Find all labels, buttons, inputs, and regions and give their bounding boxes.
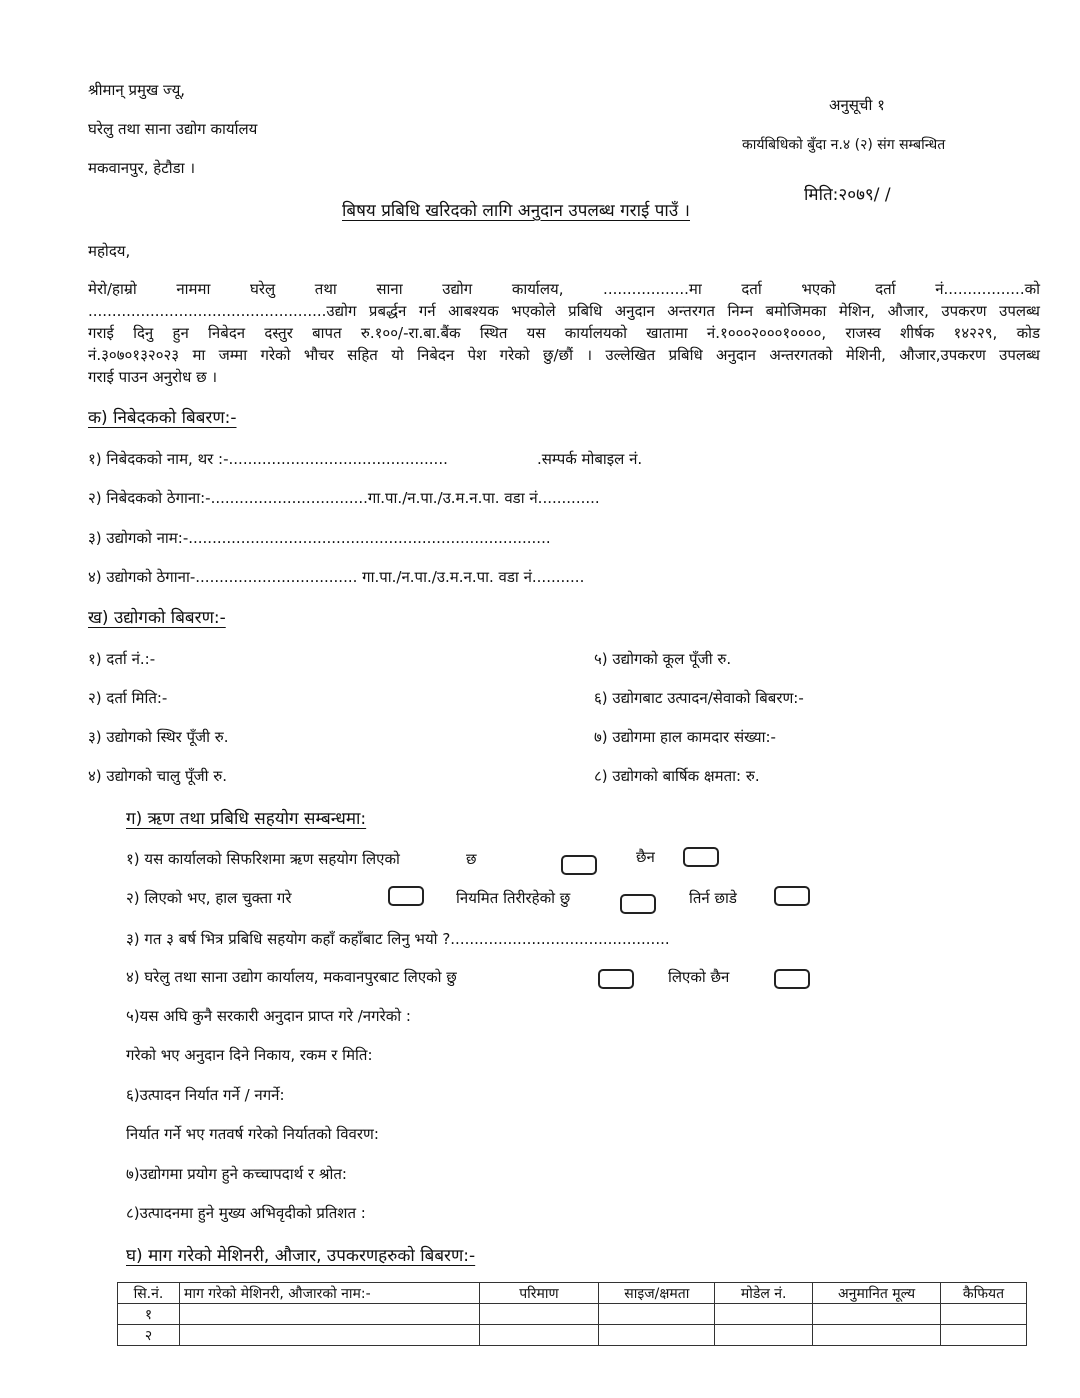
loan-yes-label: छ	[466, 850, 477, 868]
value-added-question: ८)उत्पादनमा हुने मुख्य अभिवृदीको प्रतिशत :	[126, 1204, 366, 1222]
table-cell[interactable]	[599, 1325, 715, 1346]
raw-material-question: ७)उद्योगमा प्रयोग हुने कच्चापदार्थ र श्रोत:	[126, 1165, 347, 1183]
table-header-row	[118, 1283, 1027, 1304]
body-line-5: गराई पाउन अनुरोध छ ।	[88, 368, 218, 386]
annex-label: अनुसूची १	[829, 96, 885, 114]
table-cell[interactable]	[715, 1325, 813, 1346]
registration-number: १) दर्ता नं.:-	[88, 650, 156, 668]
registration-date: २) दर्ता मिति:-	[88, 689, 168, 707]
office-support-yes-checkbox[interactable]	[598, 969, 634, 989]
applicant-name-field: १) निबेदकको नाम, थर :-..............................................	[88, 450, 448, 468]
col-quantity: परिमाण	[479, 1283, 599, 1304]
repaid-checkbox[interactable]	[388, 886, 424, 906]
working-capital: ४) उद्योगको चालु पूँजी रु.	[88, 767, 227, 785]
industry-address-field: ४) उद्योगको ठेगाना-.................................. गा.पा./न.पा./उ.म.न.पा. वडा नं...........	[88, 568, 585, 586]
row-serial: १	[118, 1304, 180, 1325]
addressee-line-2: घरेलु तथा साना उद्योग कार्यालय	[88, 120, 258, 138]
body-line-2: ..................................................उद्योग प्रबर्द्धन गर्न आबश्यक भएकोले प्रबिधि अनुदान अन्तरगत निम्न बमोजिमका मेशिन, औजार, उपकरण उपलब्ध	[88, 302, 1040, 320]
addressee-line-1: श्रीमान् प्रमुख ज्यू,	[88, 81, 186, 99]
row-serial: २	[118, 1325, 180, 1346]
total-capital: ५) उद्योगको कूल पूँजी रु.	[594, 650, 732, 668]
section-ga-title: ग) ऋण तथा प्रबिधि सहयोग सम्बन्धमा:	[126, 809, 367, 829]
table-cell[interactable]	[479, 1325, 599, 1346]
annual-capacity: ८) उद्योगको बार्षिक क्षमता: रु.	[594, 767, 760, 785]
col-model-number: मोडेल नं.	[715, 1283, 813, 1304]
table-cell[interactable]	[179, 1325, 479, 1346]
applicant-address-field: २) निबेदकको ठेगाना:-.................................गा.पा./न.पा./उ.म.न.पा. वडा नं.............	[88, 489, 600, 507]
loan-no-checkbox[interactable]	[683, 847, 719, 867]
col-estimated-price: अनुमानित मूल्य	[813, 1283, 941, 1304]
table-cell[interactable]	[813, 1304, 941, 1325]
export-details: निर्यात गर्ने भए गतवर्ष गरेको निर्यातको विवरण:	[126, 1125, 379, 1143]
table-cell[interactable]	[941, 1325, 1027, 1346]
production-details: ६) उद्योगबाट उत्पादन/सेवाको बिबरण:-	[594, 689, 804, 707]
office-support-no-checkbox[interactable]	[774, 969, 810, 989]
col-remarks: कैफियत	[941, 1283, 1027, 1304]
table-cell[interactable]	[599, 1304, 715, 1325]
subject-line: बिषय प्रबिधि खरिदको लागि अनुदान उपलब्ध गराई पाउँ ।	[342, 201, 690, 221]
machinery-table	[117, 1282, 1027, 1346]
loan-yes-checkbox[interactable]	[561, 855, 597, 875]
export-question: ६)उत्पादन निर्यात गर्ने / नगर्ने:	[126, 1086, 285, 1104]
addressee-line-3: मकवानपुर, हेटौडा ।	[88, 159, 196, 177]
worker-count: ७) उद्योगमा हाल कामदार संख्या:-	[594, 728, 776, 746]
office-support-no-label: लिएको छैन	[668, 968, 730, 986]
table-cell[interactable]	[179, 1304, 479, 1325]
regular-paying-label: नियमित तिरीरहेको छु	[456, 889, 571, 907]
tech-support-question: ३) गत ३ बर्ष भित्र प्रबिधि सहयोग कहाँ कहाँबाट लिनु भयो ?..............................................	[126, 930, 670, 948]
body-line-3: गराई दिनु हुन निबेदन दस्तुर बापत रु.१००/-रा.बा.बैंक स्थित यस कार्यालयको खातामा नं.१०००२०००१००००, राजस्व शीर्षक १४२२९, कोड	[88, 324, 1041, 342]
table-cell[interactable]	[479, 1304, 599, 1325]
date-field: मिति:२०७९/ /	[804, 185, 891, 205]
grant-question: ५)यस अघि कुनै सरकारी अनुदान प्राप्त गरे /नगरेको :	[126, 1007, 411, 1025]
regular-paying-checkbox[interactable]	[620, 894, 656, 914]
table-cell[interactable]	[715, 1304, 813, 1325]
loan-question: १) यस कार्यालको सिफरिशमा ऋण सहयोग लिएको	[126, 850, 400, 868]
body-line-1: मेरो/हाम्रो नाममा घरेलु तथा साना उद्योग कार्यालय, ..................मा दर्ता भएको दर्ता नं.................को	[88, 280, 1040, 298]
related-rule: कार्यबिधिको बुँदा न.४ (२) संग सम्बन्धित	[742, 137, 946, 153]
stopped-paying-label: तिर्न छाडे	[689, 889, 737, 907]
repaid-question: २) लिएको भए, हाल चुक्ता गरे	[126, 889, 292, 907]
section-kha-title: ख) उद्योगको बिबरण:-	[88, 608, 226, 628]
loan-no-label: छैन	[636, 848, 655, 866]
col-size-capacity: साइज/क्षमता	[599, 1283, 715, 1304]
office-support-question: ४) घरेलु तथा साना उद्योग कार्यालय, मकवानपुरबाट लिएको छु	[126, 968, 457, 986]
mobile-field: .सम्पर्क मोबाइल नं.	[537, 450, 643, 468]
body-line-4: नं.३०७०१३२०२३ मा जम्मा गरेको भौचर सहित यो निबेदन पेश गरेको छु/छौं । उल्लेखित प्रबिधि अनुदान अन्तरगतको मेशिनी, औजार,उपकरण उपलब्ध	[88, 346, 1040, 364]
section-gha-title: घ) माग गरेको मेशिनरी, औजार, उपकरणहरुको बिबरण:-	[126, 1246, 476, 1266]
table-cell[interactable]	[813, 1325, 941, 1346]
grant-details: गरेको भए अनुदान दिने निकाय, रकम र मिति:	[126, 1046, 373, 1064]
table-row	[118, 1304, 1027, 1325]
stopped-paying-checkbox[interactable]	[774, 886, 810, 906]
section-ka-title: क) निबेदकको बिबरण:-	[88, 408, 237, 428]
table-cell[interactable]	[941, 1304, 1027, 1325]
industry-name-field: ३) उद्योगको नाम:-............................................................................	[88, 529, 551, 547]
fixed-capital: ३) उद्योगको स्थिर पूँजी रु.	[88, 728, 229, 746]
salutation: महोदय,	[88, 242, 131, 260]
table-row	[118, 1325, 1027, 1346]
col-machinery-name: माग गरेको मेशिनरी, औजारको नाम:-	[179, 1283, 479, 1304]
col-serial: सि.नं.	[118, 1283, 180, 1304]
